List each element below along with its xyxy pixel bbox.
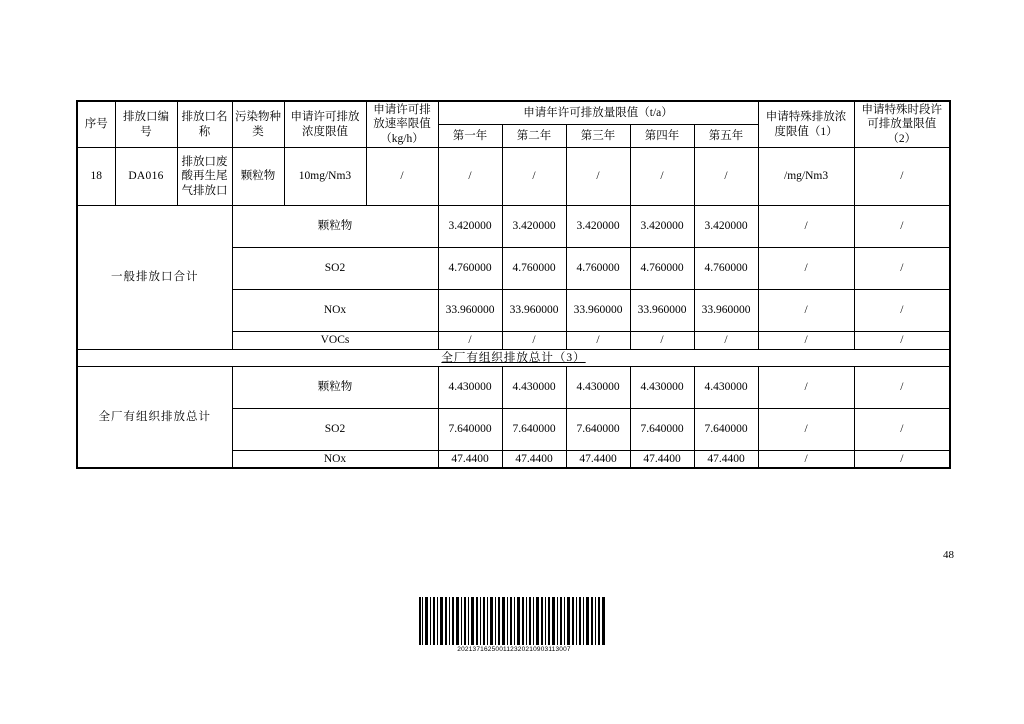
general-total-year-3: 4.760000: [566, 248, 630, 290]
plant-total-year-5: 7.640000: [694, 408, 758, 450]
plant-total-year-2: 4.430000: [502, 366, 566, 408]
row-rate-limit: /: [366, 148, 438, 206]
section-title-row: [77, 349, 950, 366]
general-total-year-2: /: [502, 332, 566, 349]
plant-total-special-conc: /: [758, 366, 854, 408]
general-total-pollutant: SO2: [232, 248, 438, 290]
general-total-year-1: /: [438, 332, 502, 349]
general-total-year-3: 33.960000: [566, 290, 630, 332]
plant-total-special-conc: /: [758, 408, 854, 450]
plant-total-year-3: 47.4400: [566, 450, 630, 468]
general-total-year-2: 3.420000: [502, 206, 566, 248]
barcode-image: [419, 597, 605, 645]
plant-total-year-2: 47.4400: [502, 450, 566, 468]
plant-total-year-5: 4.430000: [694, 366, 758, 408]
general-total-year-4: 33.960000: [630, 290, 694, 332]
plant-total-label: 全厂有组织排放总计: [77, 366, 232, 468]
emission-table-container: [76, 100, 950, 469]
table-header-row-1: [77, 101, 950, 125]
plant-total-year-1: 47.4400: [438, 450, 502, 468]
row-conc-limit: 10mg/Nm3: [284, 148, 366, 206]
header-year-4: 第四年: [630, 125, 694, 148]
plant-total-special-amount: /: [854, 366, 950, 408]
header-special-conc: 申请特殊排放浓度限值（1）: [758, 101, 854, 148]
plant-total-year-3: 4.430000: [566, 366, 630, 408]
header-seq: 序号: [77, 101, 115, 148]
plant-total-year-2: 7.640000: [502, 408, 566, 450]
barcode-number: 202137162500112320210903113007: [457, 646, 571, 653]
general-total-year-1: 33.960000: [438, 290, 502, 332]
general-total-pollutant: NOx: [232, 290, 438, 332]
header-outlet-name: 排放口名称: [177, 101, 232, 148]
general-total-year-1: 4.760000: [438, 248, 502, 290]
row-special-amount: /: [854, 148, 950, 206]
plant-total-pollutant: SO2: [232, 408, 438, 450]
plant-total-pollutant: 颗粒物: [232, 366, 438, 408]
general-total-label: 一般排放口合计: [77, 206, 232, 349]
general-total-special-amount: /: [854, 206, 950, 248]
row-outlet-code: DA016: [115, 148, 177, 206]
general-total-year-1: 3.420000: [438, 206, 502, 248]
table-row: [77, 148, 950, 206]
plant-total-year-1: 7.640000: [438, 408, 502, 450]
general-total-special-conc: /: [758, 248, 854, 290]
general-total-special-amount: /: [854, 290, 950, 332]
header-outlet-code: 排放口编号: [115, 101, 177, 148]
general-total-pollutant: 颗粒物: [232, 206, 438, 248]
plant-total-row: [77, 366, 950, 408]
plant-total-pollutant: NOx: [232, 450, 438, 468]
plant-total-special-amount: /: [854, 408, 950, 450]
plant-total-year-4: 4.430000: [630, 366, 694, 408]
row-year-4: /: [630, 148, 694, 206]
plant-total-year-1: 4.430000: [438, 366, 502, 408]
general-total-special-amount: /: [854, 332, 950, 349]
barcode-area: [419, 597, 609, 653]
row-special-conc: /mg/Nm3: [758, 148, 854, 206]
emission-permit-table: [76, 100, 951, 469]
plant-total-year-4: 7.640000: [630, 408, 694, 450]
general-total-year-4: 3.420000: [630, 206, 694, 248]
plant-total-special-conc: /: [758, 450, 854, 468]
general-total-year-5: 3.420000: [694, 206, 758, 248]
general-total-year-5: /: [694, 332, 758, 349]
general-total-row: [77, 206, 950, 248]
row-seq: 18: [77, 148, 115, 206]
general-total-year-2: 33.960000: [502, 290, 566, 332]
general-total-year-3: 3.420000: [566, 206, 630, 248]
plant-total-year-4: 47.4400: [630, 450, 694, 468]
header-annual-group: 申请年许可排放量限值（t/a）: [438, 101, 758, 125]
general-total-year-4: /: [630, 332, 694, 349]
general-total-year-4: 4.760000: [630, 248, 694, 290]
row-year-2: /: [502, 148, 566, 206]
row-outlet-name: 排放口废酸再生尾气排放口: [177, 148, 232, 206]
row-year-1: /: [438, 148, 502, 206]
header-conc-limit: 申请许可排放浓度限值: [284, 101, 366, 148]
plant-total-year-3: 7.640000: [566, 408, 630, 450]
header-pollutant: 污染物种类: [232, 101, 284, 148]
header-special-amount: 申请特殊时段许可排放量限值（2）: [854, 101, 950, 148]
general-total-year-5: 4.760000: [694, 248, 758, 290]
general-total-year-3: /: [566, 332, 630, 349]
general-total-year-2: 4.760000: [502, 248, 566, 290]
page-number: 48: [943, 549, 954, 561]
header-year-3: 第三年: [566, 125, 630, 148]
general-total-special-conc: /: [758, 290, 854, 332]
general-total-special-amount: /: [854, 248, 950, 290]
general-total-special-conc: /: [758, 206, 854, 248]
row-pollutant: 颗粒物: [232, 148, 284, 206]
general-total-year-5: 33.960000: [694, 290, 758, 332]
row-year-5: /: [694, 148, 758, 206]
plant-total-year-5: 47.4400: [694, 450, 758, 468]
general-total-pollutant: VOCs: [232, 332, 438, 349]
header-year-5: 第五年: [694, 125, 758, 148]
header-year-2: 第二年: [502, 125, 566, 148]
general-total-special-conc: /: [758, 332, 854, 349]
section-title: 全厂有组织排放总计（3）: [77, 349, 950, 366]
header-year-1: 第一年: [438, 125, 502, 148]
plant-total-special-amount: /: [854, 450, 950, 468]
header-rate-limit: 申请许可排放速率限值（kg/h）: [366, 101, 438, 148]
row-year-3: /: [566, 148, 630, 206]
